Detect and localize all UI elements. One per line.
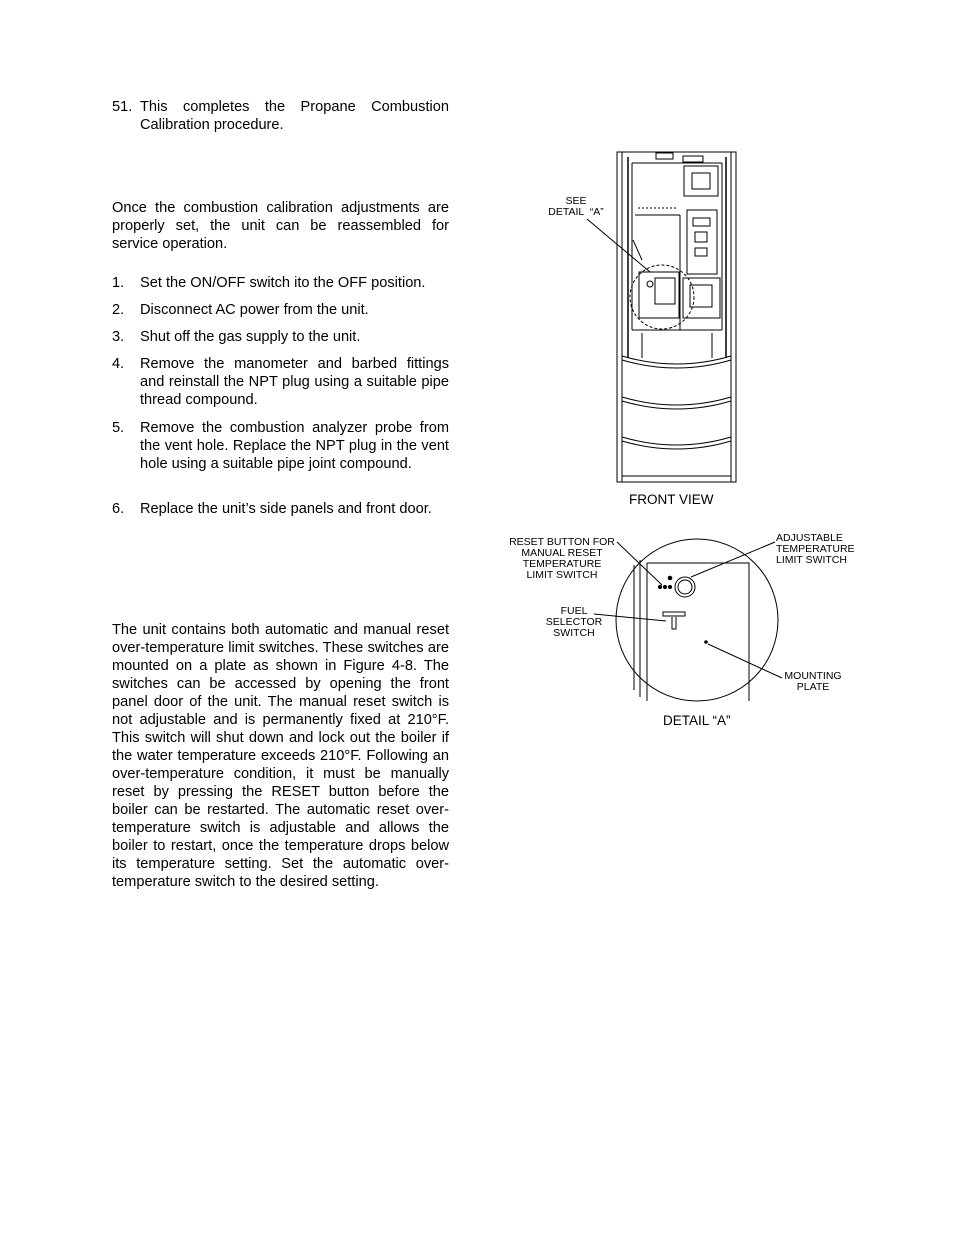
reset-button-label: RESET BUTTON FOR MANUAL RESET TEMPERATURE LIMIT SWITCH <box>509 536 615 581</box>
boiler-front-view <box>587 152 736 482</box>
step-text: Replace the unit’s side panels and front door. <box>140 501 432 517</box>
switches-paragraph: The unit contains both automatic and manual reset over-temperature limit switches. These switches are mounted on a plate as shown in Figure 4-8. The switches can be accessed by opening the front panel door of the unit. The manual reset switch is not adjustable and is permanently fixed at 210°F. This switch will shut down and lock out the boiler if the water temperature exceeds 210°F. Following an over-temperature condition, it must be manually reset by pressing the RESET button before the boiler can be restarted. The automatic reset over-temperature switch is adjustable and allows the boiler to restart, once the temperature drops below its temperature setting. Set the automatic over-temperature switch to the desired setting. <box>112 622 449 890</box>
step-text: Remove the combustion analyzer probe from the vent hole. Replace the NPT plug in the vent hole using a suitable pipe joint compound. <box>140 420 449 472</box>
front-view-caption: FRONT VIEW <box>629 492 714 507</box>
step-51-number: 51. <box>112 99 133 115</box>
step-number: 6. <box>112 501 125 517</box>
step-number: 5. <box>112 420 125 436</box>
step-number: 2. <box>112 302 125 318</box>
step-text: Set the ON/OFF switch ito the OFF position. <box>140 275 426 291</box>
step-number: 4. <box>112 356 125 372</box>
fuel-selector-label: FUEL SELECTOR SWITCH <box>545 605 603 639</box>
detail-a-caption: DETAIL “A” <box>663 713 731 728</box>
step-text: Remove the manometer and barbed fittings and reinstall the NPT plug using a suitable pipe thread compound. <box>140 356 449 408</box>
step-51-text: This completes the Propane Combustion Calibration procedure. <box>140 99 449 133</box>
reassembly-intro: Once the combustion calibration adjustments are properly set, the unit can be reassembled for service operation. <box>112 200 449 252</box>
mounting-plate-label: MOUNTING PLATE <box>784 670 842 693</box>
see-detail-label: SEE DETAIL “A” <box>548 195 604 218</box>
step-text: Shut off the gas supply to the unit. <box>140 329 361 345</box>
adjustable-switch-label: ADJUSTABLE TEMPERATURE LIMIT SWITCH <box>776 532 855 566</box>
step-text: Disconnect AC power from the unit. <box>140 302 369 318</box>
detail-a-drawing <box>594 539 782 701</box>
step-number: 3. <box>112 329 125 345</box>
step-number: 1. <box>112 275 125 291</box>
